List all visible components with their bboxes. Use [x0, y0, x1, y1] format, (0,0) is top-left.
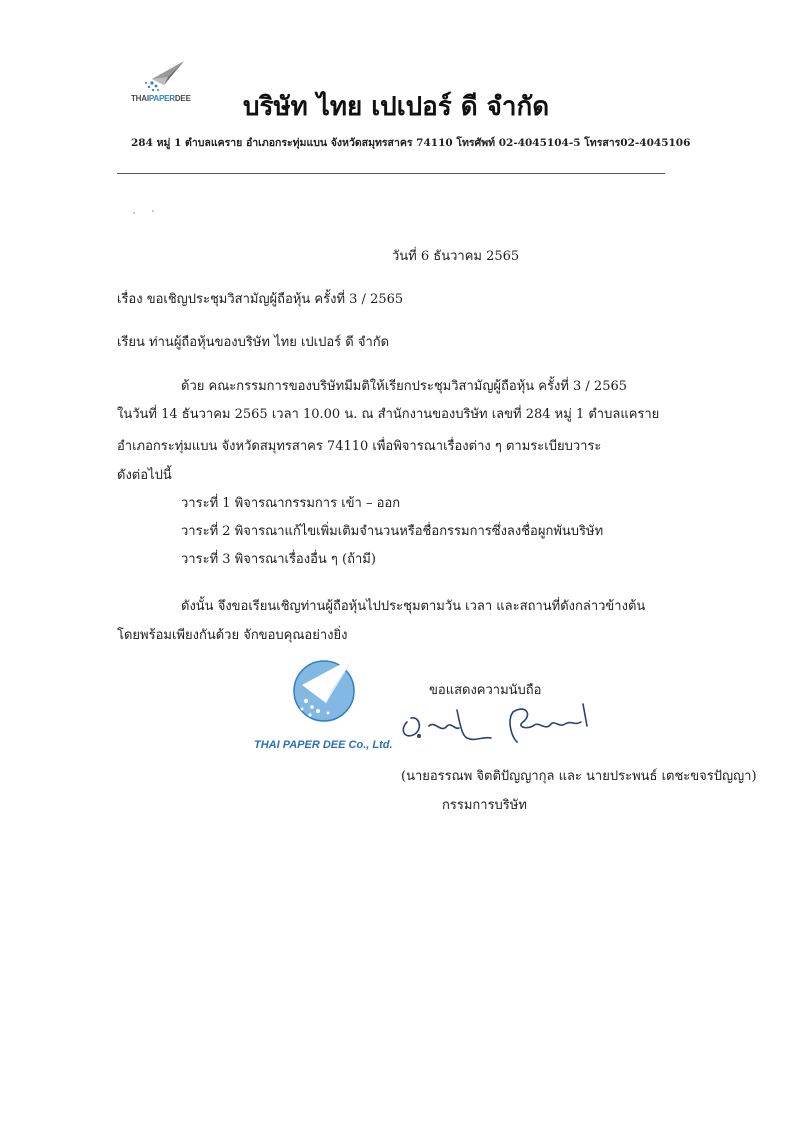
header-divider: [117, 173, 665, 174]
agenda-item: วาระที่ 2 พิจารณาแก้ไขเพิ่มเติมจำนวนหรือชื่อกรรมการซึ่งลงชื่อผูกพันบริษัท: [181, 524, 604, 539]
logo-wordmark: THAIPAPERDEE: [131, 94, 191, 103]
letter-recipient: เรียน ท่านผู้ถือหุ้นของบริษัท ไทย เปเปอร์ ดี จำกัด: [117, 335, 390, 350]
closing-phrase: ขอแสดงความนับถือ: [429, 683, 542, 698]
paper-plane-logo-icon: [138, 57, 188, 93]
scan-speck: [152, 210, 154, 212]
letter-subject: เรื่อง ขอเชิญประชุมวิสามัญผู้ถือหุ้น ครั้งที่ 3 / 2565: [117, 292, 404, 307]
company-seal-icon: [288, 653, 360, 725]
handwritten-signature: [395, 690, 605, 750]
conclusion-line: โดยพร้อมเพียงกันด้วย จักขอบคุณอย่างยิ่ง: [117, 628, 348, 643]
signatory-names: (นายอรรณพ จิตติปัญญากุล และ นายประพนธ์ เตชะขจรปัญญา): [401, 769, 757, 784]
agenda-item: วาระที่ 1 พิจารณากรรมการ เข้า – ออก: [181, 496, 401, 511]
body-line: ดังต่อไปนี้: [117, 468, 172, 483]
agenda-item: วาระที่ 3 พิจารณาเรื่องอื่น ๆ (ถ้ามี): [181, 552, 376, 567]
company-name: บริษัท ไทย เปเปอร์ ดี จำกัด: [243, 92, 550, 122]
body-line: อำเภอกระทุ่มแบน จังหวัดสมุทรสาคร 74110 เพื่อพิจารณาเรื่องต่าง ๆ ตามระเบียบวาระ: [117, 439, 602, 454]
scan-speck: [133, 212, 135, 214]
body-line: ด้วย คณะกรรมการของบริษัทมีมติให้เรียกประชุมวิสามัญผู้ถือหุ้น ครั้งที่ 3 / 2565: [181, 379, 628, 394]
letter-date: วันที่ 6 ธันวาคม 2565: [392, 249, 520, 264]
company-seal-caption: THAI PAPER DEE Co., Ltd.: [254, 739, 393, 751]
conclusion-line: ดังนั้น จึงขอเรียนเชิญท่านผู้ถือหุ้นไปประชุมตามวัน เวลา และสถานที่ดังกล่าวข้างต้น: [181, 599, 646, 614]
company-address: 284 หมู่ 1 ตำบลแคราย อำเภอกระทุ่มแบน จังหวัดสมุทรสาคร 74110 โทรศัพท์ 02-4045104-5 โทรสาร02-4045106: [131, 137, 691, 149]
signatory-position: กรรมการบริษัท: [442, 798, 527, 813]
body-line: ในวันที่ 14 ธันวาคม 2565 เวลา 10.00 น. ณ สำนักงานของบริษัท เลขที่ 284 หมู่ 1 ตำบลแคราย: [117, 407, 660, 422]
